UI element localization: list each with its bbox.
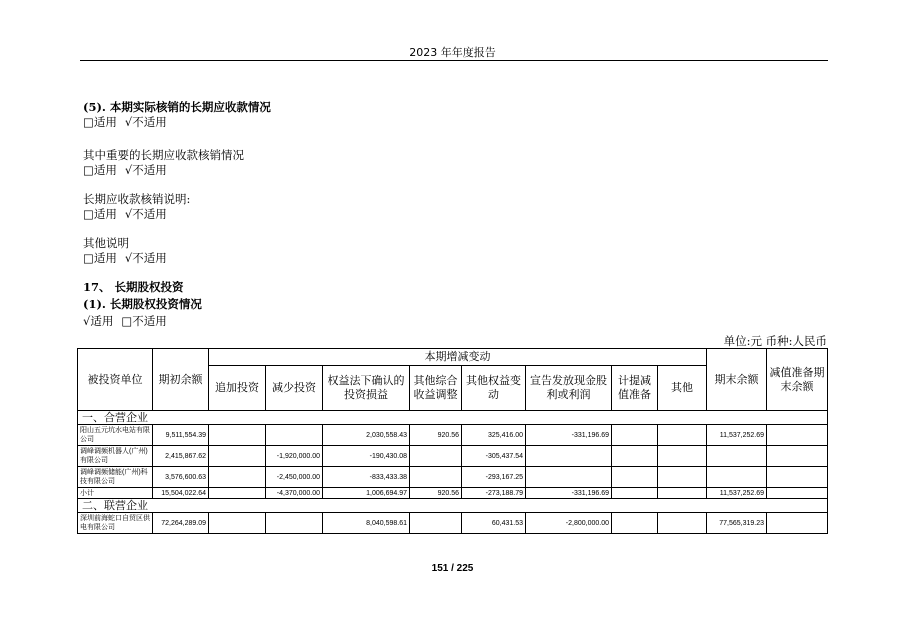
cell-equity-income: 1,006,694.97	[323, 488, 410, 499]
cell-opening: 9,511,554.39	[153, 425, 209, 446]
explanation-options	[83, 207, 828, 222]
equity-investment-table	[77, 348, 828, 534]
section5-options	[83, 115, 828, 130]
cell-impairment-closing	[767, 467, 828, 488]
section-row-associates	[78, 499, 828, 513]
important-options	[83, 163, 828, 178]
cell-impairment	[612, 425, 658, 446]
applicable-checkbox: √适用	[83, 314, 114, 328]
cell-investee-name: 调峰调频储能(广州)科技有限公司	[78, 467, 153, 488]
header-impairment-closing: 减值准备期末余额	[767, 349, 828, 411]
section17-options	[83, 314, 828, 329]
cell-closing: 77,565,319.23	[707, 513, 767, 534]
header-opening-balance: 期初余额	[153, 349, 209, 411]
cell-investee-name: 小计	[78, 488, 153, 499]
header-equity-method-income: 权益法下确认的投资损益	[323, 366, 410, 411]
header-closing-balance: 期末余额	[707, 349, 767, 411]
applicable-checkbox: □适用	[83, 163, 117, 177]
report-header-title: 2023 年年度报告	[409, 46, 496, 59]
cell-impairment	[612, 446, 658, 467]
page-number: 151 / 225	[431, 563, 474, 574]
cell-dividends: -331,196.69	[526, 425, 612, 446]
cell-impairment	[612, 513, 658, 534]
cell-impairment-closing	[767, 488, 828, 499]
section-row-joint-ventures-label: 一、合营企业	[78, 411, 828, 425]
cell-equity-income: 2,030,558.43	[323, 425, 410, 446]
section5-title: (5). 本期实际核销的长期应收款情况	[83, 100, 271, 114]
table-row	[78, 513, 828, 534]
cell-add	[209, 467, 266, 488]
cell-impairment	[612, 488, 658, 499]
applicable-checkbox: □适用	[83, 115, 117, 129]
applicable-checkbox: □适用	[83, 207, 117, 221]
not-applicable-checkbox: √不适用	[124, 115, 167, 129]
cell-add	[209, 513, 266, 534]
header-oci-adjustment: 其他综合收益调整	[410, 366, 462, 411]
header-cash-dividends: 宣告发放现金股利或利润	[526, 366, 612, 411]
cell-oci	[410, 446, 462, 467]
table-row	[78, 425, 828, 446]
header-investee: 被投资单位	[78, 349, 153, 411]
header-period-changes: 本期增减变动	[209, 349, 707, 366]
section-row-associates-label: 二、联营企业	[78, 499, 828, 513]
header-impairment-provision: 计提减值准备	[612, 366, 658, 411]
cell-other-equity: -305,437.54	[462, 446, 526, 467]
document-body	[83, 100, 828, 329]
cell-reduce: -2,450,000.00	[266, 467, 323, 488]
important-writeoff-title: 其中重要的长期应收款核销情况	[83, 148, 244, 162]
cell-other	[658, 513, 707, 534]
cell-investee-name: 阳山五元坑水电站有限公司	[78, 425, 153, 446]
currency-unit-note: 单位:元 币种:人民币	[723, 334, 827, 348]
writeoff-explanation-title: 长期应收款核销说明:	[83, 192, 191, 206]
section-row-joint-ventures	[78, 411, 828, 425]
subtotal-row	[78, 488, 828, 499]
cell-impairment-closing	[767, 446, 828, 467]
cell-other	[658, 467, 707, 488]
cell-reduce	[266, 425, 323, 446]
cell-closing: 11,537,252.69	[707, 488, 767, 499]
cell-reduce: -4,370,000.00	[266, 488, 323, 499]
section17-subtitle: (1). 长期股权投资情况	[83, 297, 202, 311]
cell-closing	[707, 467, 767, 488]
cell-closing	[707, 446, 767, 467]
other-options	[83, 251, 828, 266]
cell-opening: 2,415,867.62	[153, 446, 209, 467]
header-additional-investment: 追加投资	[209, 366, 266, 411]
cell-closing: 11,537,252.69	[707, 425, 767, 446]
not-applicable-checkbox: √不适用	[124, 251, 167, 265]
cell-equity-income: -833,433.38	[323, 467, 410, 488]
cell-other	[658, 425, 707, 446]
header-reduced-investment: 减少投资	[266, 366, 323, 411]
header-other: 其他	[658, 366, 707, 411]
applicable-checkbox: □适用	[83, 251, 117, 265]
cell-other-equity: -273,188.79	[462, 488, 526, 499]
cell-impairment-closing	[767, 425, 828, 446]
header-other-equity-change: 其他权益变动	[462, 366, 526, 411]
cell-reduce	[266, 513, 323, 534]
cell-opening: 72,264,289.09	[153, 513, 209, 534]
not-applicable-checkbox: √不适用	[124, 207, 167, 221]
cell-dividends: -2,800,000.00	[526, 513, 612, 534]
cell-dividends: -331,196.69	[526, 488, 612, 499]
cell-oci: 920.56	[410, 425, 462, 446]
cell-impairment	[612, 467, 658, 488]
cell-reduce: -1,920,000.00	[266, 446, 323, 467]
header-divider	[80, 60, 828, 61]
cell-equity-income: 8,040,598.61	[323, 513, 410, 534]
cell-impairment-closing	[767, 513, 828, 534]
cell-opening: 15,504,022.64	[153, 488, 209, 499]
cell-opening: 3,576,600.63	[153, 467, 209, 488]
section17-title: 17、 长期股权投资	[83, 280, 184, 294]
table-row	[78, 467, 828, 488]
cell-investee-name: 深圳前海蛇口自贸区供电有限公司	[78, 513, 153, 534]
cell-add	[209, 488, 266, 499]
cell-add	[209, 446, 266, 467]
cell-dividends	[526, 467, 612, 488]
cell-investee-name: 调峰调频机器人(广州)有限公司	[78, 446, 153, 467]
cell-other	[658, 446, 707, 467]
cell-other-equity: 60,431.53	[462, 513, 526, 534]
not-applicable-checkbox: □不适用	[121, 314, 167, 328]
cell-other-equity: -293,167.25	[462, 467, 526, 488]
cell-add	[209, 425, 266, 446]
cell-other	[658, 488, 707, 499]
cell-oci	[410, 513, 462, 534]
other-notes-title: 其他说明	[83, 236, 129, 250]
cell-oci: 920.56	[410, 488, 462, 499]
cell-other-equity: 325,416.00	[462, 425, 526, 446]
cell-dividends	[526, 446, 612, 467]
cell-oci	[410, 467, 462, 488]
cell-equity-income: -190,430.08	[323, 446, 410, 467]
not-applicable-checkbox: √不适用	[124, 163, 167, 177]
table-row	[78, 446, 828, 467]
